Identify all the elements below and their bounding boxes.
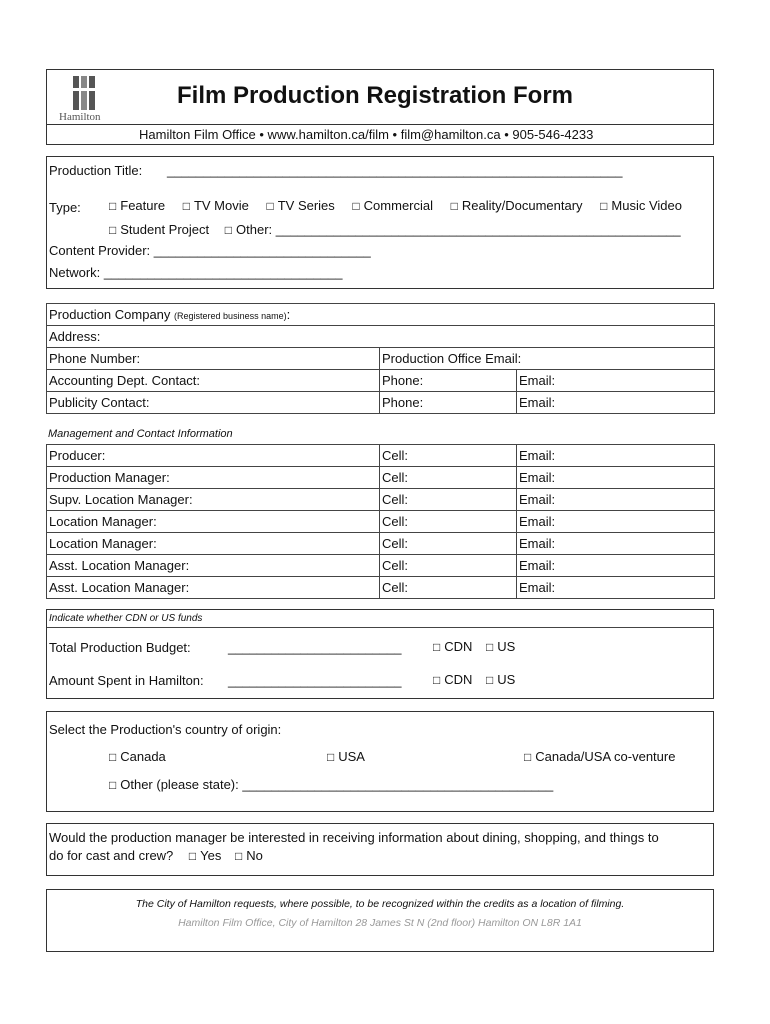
info-box [46, 823, 714, 876]
contact-name-field[interactable] [47, 577, 380, 599]
content-provider-row [49, 243, 371, 258]
info-question: Would the production manager be interested in receiving information about dining, shopping, and things to [49, 830, 659, 845]
row-label: Accounting Dept. Contact: [49, 373, 201, 388]
management-heading: Management and Contact Information [48, 428, 233, 440]
table-row [47, 577, 715, 599]
contact-line: Hamilton Film Office • www.hamilton.ca/film • film@hamilton.ca • 905-546-4233 [139, 127, 594, 142]
budget-note: Indicate whether CDN or US funds [49, 613, 203, 624]
table-row [47, 555, 715, 577]
type-music-video-checkbox[interactable]: □ Music Video [600, 198, 682, 213]
info-yes-checkbox[interactable]: □ Yes [189, 848, 221, 863]
contact-name-field[interactable] [47, 489, 380, 511]
production-box [46, 156, 714, 289]
country-other-checkbox[interactable]: □ Other (please state): [109, 777, 239, 792]
row-label: Production Manager: [49, 470, 170, 485]
company-note: (Registered business name) [174, 311, 287, 321]
accounting-contact-field[interactable] [47, 370, 380, 392]
contact-name-field[interactable] [47, 467, 380, 489]
email-cell-label: Email: [519, 373, 556, 388]
row-label: Producer: [49, 448, 106, 463]
email-cell-label: Email: [519, 580, 556, 595]
spent-us-checkbox[interactable]: □ US [486, 672, 515, 687]
contact-email-field[interactable] [517, 511, 715, 533]
footer-address: Hamilton Film Office, City of Hamilton 28 James St N (2nd floor) Hamilton ON L8R 1A1 [178, 917, 582, 929]
table-row [47, 392, 715, 414]
table-row [47, 445, 715, 467]
network-field[interactable]: _________________________________ [103, 265, 343, 280]
type-feature-checkbox[interactable]: □ Feature [109, 198, 165, 213]
type-student-project-checkbox[interactable]: □ Student Project [109, 222, 209, 237]
type-label: Type: [49, 200, 81, 215]
spent-field[interactable]: ________________________ [228, 673, 402, 688]
address-field[interactable] [47, 326, 715, 348]
row-label: Publicity Contact: [49, 395, 150, 410]
country-other-field[interactable]: ___________________________________________ [242, 777, 554, 792]
publicity-contact-field[interactable] [47, 392, 380, 414]
contact-cell-field[interactable] [380, 511, 517, 533]
company-table [46, 303, 715, 414]
row-label: Location Manager: [49, 536, 157, 551]
budget-divider [47, 627, 713, 628]
total-budget-field[interactable]: ________________________ [228, 640, 402, 655]
header-box [46, 69, 714, 145]
email-cell-label: Email: [519, 492, 556, 507]
contact-email-field[interactable] [517, 445, 715, 467]
publicity-email-field[interactable] [517, 392, 715, 414]
email-cell-label: Email: [519, 395, 556, 410]
cell-label: Cell: [382, 470, 409, 485]
hamilton-logo [59, 74, 115, 122]
phone-label: Phone Number: [49, 351, 141, 366]
publicity-phone-field[interactable] [380, 392, 517, 414]
cell-label: Cell: [382, 536, 409, 551]
country-box [46, 711, 714, 812]
office-email-label: Production Office Email: [382, 351, 522, 366]
row-label: Location Manager: [49, 514, 157, 529]
page-title: Film Production Registration Form [177, 82, 574, 109]
content-provider-label: Content Provider: [49, 243, 151, 258]
email-cell-label: Email: [519, 470, 556, 485]
row-label: Asst. Location Manager: [49, 558, 190, 573]
accounting-email-field[interactable] [517, 370, 715, 392]
contact-cell-field[interactable] [380, 445, 517, 467]
company-name-field[interactable] [47, 304, 715, 326]
address-label: Address: [49, 329, 101, 344]
contact-cell-field[interactable] [380, 555, 517, 577]
contact-cell-field[interactable] [380, 533, 517, 555]
type-options-row2 [109, 222, 681, 237]
company-colon: : [286, 307, 291, 322]
total-budget-label: Total Production Budget: [49, 640, 191, 655]
table-row [47, 533, 715, 555]
header-divider [47, 124, 713, 125]
hamilton-logo-icon [59, 74, 115, 110]
row-label: Supv. Location Manager: [49, 492, 193, 507]
contact-email-field[interactable] [517, 555, 715, 577]
email-cell-label: Email: [519, 448, 556, 463]
contact-email-field[interactable] [517, 533, 715, 555]
network-row [49, 265, 343, 280]
phone-cell-label: Phone: [382, 373, 424, 388]
row-label: Asst. Location Manager: [49, 580, 190, 595]
budget-box [46, 609, 714, 699]
contact-cell-field[interactable] [380, 467, 517, 489]
type-tv-movie-checkbox[interactable]: □ TV Movie [183, 198, 249, 213]
office-email-field[interactable] [380, 348, 715, 370]
content-provider-field[interactable]: ______________________________ [153, 243, 371, 258]
cell-label: Cell: [382, 448, 409, 463]
cell-label: Cell: [382, 580, 409, 595]
management-table [46, 444, 715, 599]
phone-field[interactable] [47, 348, 380, 370]
network-label: Network: [49, 265, 101, 280]
type-reality-documentary-checkbox[interactable]: □ Reality/Documentary [451, 198, 583, 213]
contact-name-field[interactable] [47, 533, 380, 555]
contact-name-field[interactable] [47, 511, 380, 533]
cell-label: Cell: [382, 492, 409, 507]
production-title-label: Production Title: [49, 163, 143, 178]
table-row [47, 370, 715, 392]
phone-row [47, 348, 715, 370]
company-row [47, 304, 715, 326]
address-row [47, 326, 715, 348]
total-cdn-checkbox[interactable]: □ CDN [433, 639, 472, 654]
contact-email-field[interactable] [517, 467, 715, 489]
contact-email-field[interactable] [517, 489, 715, 511]
contact-cell-field[interactable] [380, 489, 517, 511]
contact-email-field[interactable] [517, 577, 715, 599]
cell-label: Cell: [382, 514, 409, 529]
spent-label: Amount Spent in Hamilton: [49, 673, 204, 688]
logo-text: Hamilton [59, 111, 101, 123]
type-options-row1 [109, 198, 682, 213]
info-question-line2 [49, 848, 263, 863]
type-commercial-checkbox[interactable]: □ Commercial [352, 198, 433, 213]
phone-cell-label: Phone: [382, 395, 424, 410]
type-other-checkbox[interactable]: □ Other: [225, 222, 272, 237]
country-coventure-checkbox[interactable]: □ Canada/USA co-venture [524, 749, 675, 764]
spent-currency [433, 672, 515, 687]
table-row [47, 467, 715, 489]
cell-label: Cell: [382, 558, 409, 573]
production-title-field[interactable]: _______________________________________________________________ [167, 163, 623, 178]
footer-box [46, 889, 714, 952]
email-cell-label: Email: [519, 514, 556, 529]
type-other-field[interactable]: ________________________________________________________ [275, 222, 681, 237]
contact-name-field[interactable] [47, 445, 380, 467]
info-no-checkbox[interactable]: □ No [235, 848, 263, 863]
email-cell-label: Email: [519, 558, 556, 573]
country-canada-checkbox[interactable]: □ Canada [109, 749, 166, 764]
country-usa-checkbox[interactable]: □ USA [327, 749, 365, 764]
info-question-cont: do for cast and crew? [49, 848, 174, 863]
type-tv-series-checkbox[interactable]: □ TV Series [266, 198, 334, 213]
contact-name-field[interactable] [47, 555, 380, 577]
country-question: Select the Production's country of origin: [49, 722, 282, 737]
table-row [47, 489, 715, 511]
spent-cdn-checkbox[interactable]: □ CDN [433, 672, 472, 687]
company-label: Production Company [49, 307, 171, 322]
total-us-checkbox[interactable]: □ US [486, 639, 515, 654]
contact-cell-field[interactable] [380, 577, 517, 599]
total-budget-currency [433, 639, 515, 654]
credit-note: The City of Hamilton requests, where possible, to be recognized within the credits as a location of filming. [135, 898, 625, 910]
country-other-row [109, 777, 553, 792]
accounting-phone-field[interactable] [380, 370, 517, 392]
email-cell-label: Email: [519, 536, 556, 551]
table-row [47, 511, 715, 533]
